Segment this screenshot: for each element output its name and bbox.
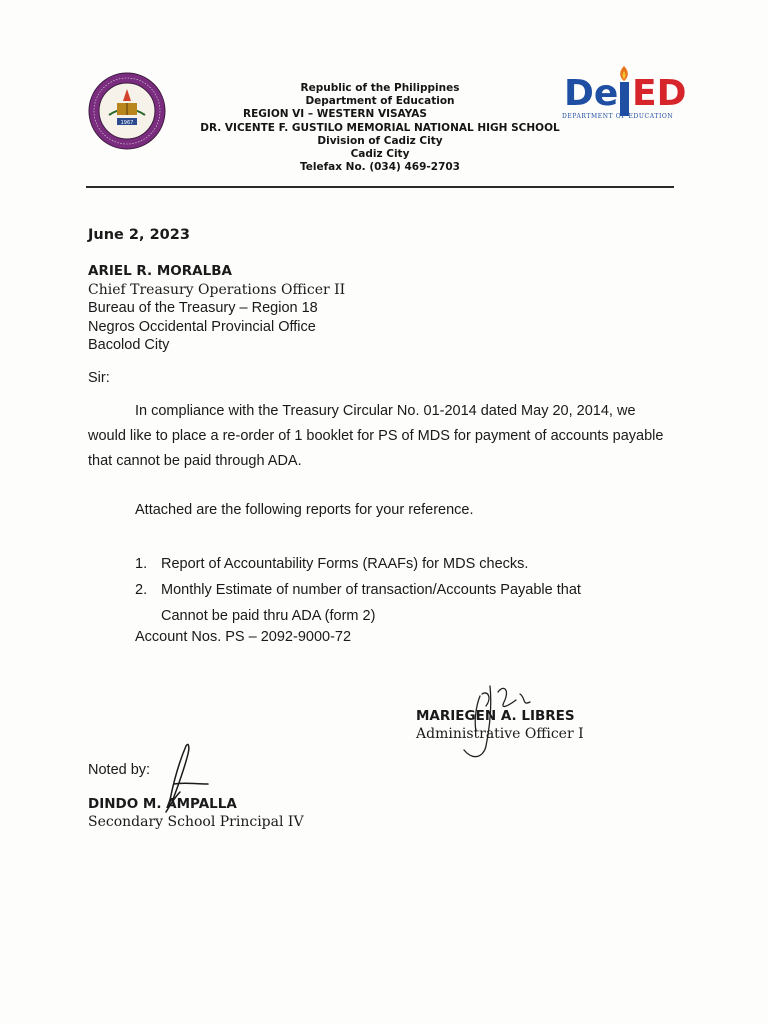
account-number: Account Nos. PS – 2092-9000-72 bbox=[135, 629, 352, 645]
seal-year: 1967 bbox=[120, 120, 134, 126]
header-line-region: REGION VI – WESTERN VISAYAS bbox=[243, 108, 427, 121]
recipient-title: Chief Treasury Operations Officer II bbox=[88, 281, 346, 298]
attached-intro: Attached are the following reports for your reference. bbox=[135, 502, 474, 518]
principal-name: DINDO M. AMPALLA bbox=[88, 796, 237, 812]
noted-by-label: Noted by: bbox=[88, 762, 151, 778]
deped-logo-de: De bbox=[564, 73, 619, 114]
letter-date: June 2, 2023 bbox=[88, 227, 190, 243]
letterhead bbox=[190, 82, 570, 174]
recipient-bureau: Bureau of the Treasury – Region 18 bbox=[88, 300, 318, 316]
recipient-office: Negros Occidental Provincial Office bbox=[88, 318, 316, 335]
deped-logo-ed: ED bbox=[632, 73, 687, 114]
header-line-republic: Republic of the Philippines bbox=[300, 82, 460, 94]
torch-icon bbox=[620, 82, 629, 116]
signatory-block bbox=[416, 708, 584, 742]
header-line-division: Division of Cadiz City bbox=[317, 134, 443, 147]
body-paragraph: In compliance with the Treasury Circular No. 01-2014 dated May 20, 2014, we would like to place a re-order of 1 booklet for PS of MDS for payment of accounts payable that cannot be paid through ADA. bbox=[88, 403, 664, 469]
header-line-telefax: Telefax No. (034) 469-2703 bbox=[299, 161, 460, 174]
list-item-number: 2. bbox=[135, 582, 148, 598]
recipient-block bbox=[88, 262, 345, 355]
deped-logo bbox=[562, 62, 702, 122]
list-item-text: Monthly Estimate of number of transaction/Accounts Payable that bbox=[161, 582, 581, 598]
header-line-school: DR. VICENTE F. GUSTILO MEMORIAL NATIONAL HIGH SCHOOL bbox=[200, 121, 560, 134]
recipient-name: ARIEL R. MORALBA bbox=[88, 263, 232, 279]
signatory-title: Administrative Officer I bbox=[416, 726, 584, 742]
principal-block bbox=[88, 796, 304, 830]
salutation: Sir: bbox=[88, 370, 110, 386]
signatory-name: MARIEGEN A. LIBRES bbox=[416, 708, 575, 724]
header-line-department: Department of Education bbox=[305, 95, 455, 108]
recipient-city: Bacolod City bbox=[88, 337, 170, 353]
deped-logo-subtitle: DEPARTMENT OF EDUCATION bbox=[562, 113, 674, 120]
list-item-continuation: Cannot be paid thru ADA (form 2) bbox=[161, 608, 376, 624]
list-item bbox=[135, 577, 581, 603]
principal-title: Secondary School Principal IV bbox=[88, 814, 304, 830]
list-item-number: 1. bbox=[135, 556, 148, 572]
header-divider bbox=[86, 186, 674, 188]
attachment-list bbox=[135, 551, 581, 629]
list-item bbox=[135, 551, 581, 577]
list-item-text: Report of Accountability Forms (RAAFs) for MDS checks. bbox=[161, 556, 529, 572]
header-line-city: Cadiz City bbox=[350, 148, 410, 161]
